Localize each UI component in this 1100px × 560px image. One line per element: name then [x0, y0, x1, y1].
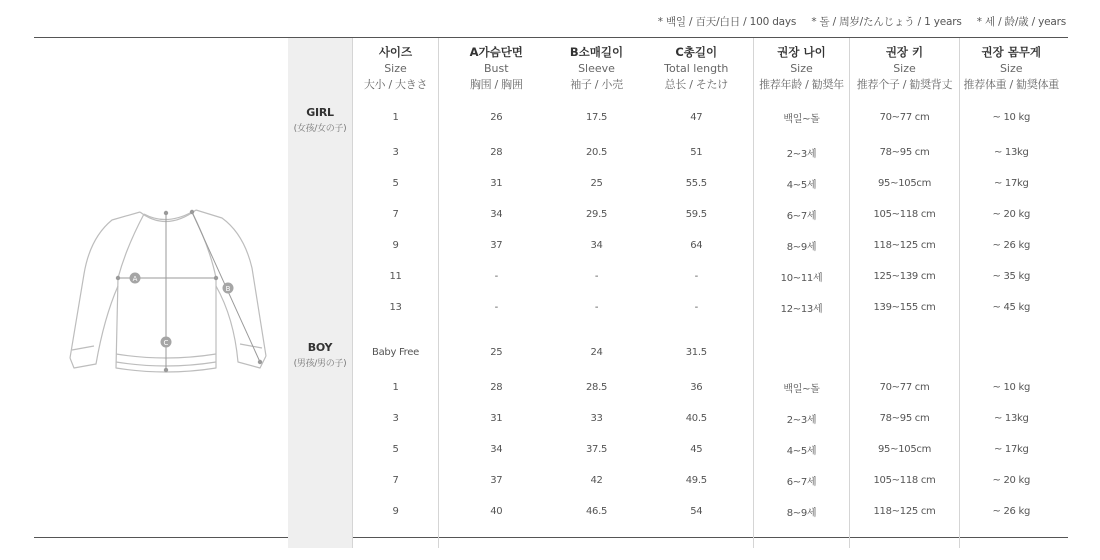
group-label: [288, 333, 353, 372]
table-cell: 95~105cm: [850, 434, 960, 465]
table-cell: 6~7세: [754, 465, 850, 496]
note-1-year: * 돌 / 周岁/たんじょう / 1 years: [811, 16, 962, 28]
header-age: 권장 나이 Size 推荐年龄 / 勧奨年: [754, 38, 850, 98]
group-cell: [288, 168, 353, 199]
table-cell: 105~118 cm: [850, 199, 960, 230]
table-cell: 2~3세: [754, 403, 850, 434]
table-cell: 118~125 cm: [850, 496, 960, 527]
table-cell: 1: [353, 98, 439, 137]
table-row: [288, 98, 1063, 137]
table-cell: 42: [590, 475, 603, 486]
table-cell: 29.5: [585, 209, 608, 220]
table-cell: ~ 20 kg: [960, 465, 1063, 496]
note-100-days: * 백일 / 百天/白日 / 100 days: [657, 16, 797, 28]
spacer-cell: [754, 323, 850, 333]
table-row: [288, 434, 1063, 465]
spacer-cell: [554, 527, 640, 548]
table-cell: 1: [353, 372, 439, 403]
group-cell: [288, 137, 353, 168]
table-cell: 11: [353, 261, 439, 292]
table-cell: ~ 17kg: [960, 434, 1063, 465]
table-cell: 8~9세: [754, 230, 850, 261]
table-cell: -: [594, 302, 599, 313]
table-cell: 2~3세: [754, 137, 850, 168]
group-cell: [288, 434, 353, 465]
table-cell: 46.5: [585, 506, 608, 517]
table-cell: 28: [439, 137, 554, 168]
table-cell: ~ 35 kg: [960, 261, 1063, 292]
table-cell: 36: [690, 382, 703, 393]
table-cell: 20.5: [585, 147, 608, 158]
table-cell: ~ 26 kg: [960, 496, 1063, 527]
table-cell: ~ 20 kg: [960, 199, 1063, 230]
table-row: [288, 372, 1063, 403]
group-cell: [288, 261, 353, 292]
table-row: [288, 465, 1063, 496]
table-cell: 백일~돌: [754, 372, 850, 403]
garment-diagram: [34, 38, 288, 537]
spacer-cell: [439, 323, 554, 333]
table-cell: 9: [353, 496, 439, 527]
group-cell: [288, 199, 353, 230]
table-cell: -: [439, 292, 554, 323]
table-cell: ~ 10 kg: [960, 372, 1063, 403]
table-row: [288, 496, 1063, 527]
table-row: [288, 292, 1063, 323]
table-cell: -: [594, 271, 599, 282]
table-cell: 125~139 cm: [850, 261, 960, 292]
spacer-cell: [554, 323, 640, 333]
table-row: [288, 230, 1063, 261]
group-cell: [288, 465, 353, 496]
table-cell: Baby Free: [353, 333, 439, 372]
table-cell: 40: [439, 496, 554, 527]
size-notes: [646, 14, 1066, 29]
spacer-cell: [960, 527, 1063, 548]
table-cell: ~ 13kg: [960, 403, 1063, 434]
group-cell: [288, 372, 353, 403]
table-cell: 31: [439, 403, 554, 434]
group-name: GIRL: [306, 106, 334, 119]
table-cell: 37.5: [585, 444, 608, 455]
header-weight: 권장 몸무게 Size 推荐体重 / 勧奨体重: [960, 38, 1063, 98]
table-cell: ~ 45 kg: [960, 292, 1063, 323]
table-cell: 49.5: [685, 475, 707, 486]
group-sub: (女孩/女の子): [293, 124, 347, 134]
table-cell: 10~11세: [754, 261, 850, 292]
table-cell: 3: [353, 403, 439, 434]
table-cell: -: [694, 271, 698, 282]
header-blank: [288, 38, 353, 98]
table-row: [288, 137, 1063, 168]
table-cell: 26: [439, 98, 554, 137]
header-sleeve: B소매길이 Sleeve 袖子 / 小売: [569, 45, 624, 91]
table-cell: ~ 17kg: [960, 168, 1063, 199]
table-cell: 25: [590, 178, 603, 189]
header-total-length: C총길이 Total length 总长 / そたけ: [664, 45, 729, 91]
spacer-cell: [850, 323, 960, 333]
table-cell: ~ 10 kg: [960, 98, 1063, 137]
group-name: BOY: [307, 341, 333, 354]
table-cell: -: [439, 261, 554, 292]
table-row: [288, 261, 1063, 292]
table-row: [288, 168, 1063, 199]
table-cell: 4~5세: [754, 434, 850, 465]
spacer-cell: [288, 527, 353, 548]
group-label: [288, 98, 353, 137]
table-cell: 70~77 cm: [850, 98, 960, 137]
table-cell: 31.5: [685, 347, 707, 358]
group-cell: [288, 496, 353, 527]
spacer-cell: [960, 323, 1063, 333]
table-cell: 55.5: [685, 178, 707, 189]
svg-text:C: C: [163, 339, 169, 347]
spacer-cell: [640, 527, 754, 548]
table-cell: 24: [590, 347, 603, 358]
table-cell: 34: [439, 434, 554, 465]
table-cell: -: [694, 302, 698, 313]
table-cell: 51: [690, 147, 703, 158]
table-cell: 64: [690, 240, 703, 251]
header-height: 권장 키 Size 推荐个子 / 勧奨背丈: [850, 38, 960, 98]
table-cell: 78~95 cm: [850, 137, 960, 168]
spacer-row: [288, 323, 1063, 333]
spacer-row: [288, 527, 1063, 548]
spacer-cell: [754, 527, 850, 548]
table-row: [288, 333, 1063, 372]
table-cell: 17.5: [585, 112, 608, 123]
table-cell: 8~9세: [754, 496, 850, 527]
table-cell: [754, 333, 850, 372]
table-cell: 105~118 cm: [850, 465, 960, 496]
table-cell: 47: [690, 112, 703, 123]
header-bust: A가슴단면 Bust 胸围 / 胸囲: [439, 38, 554, 98]
spacer-cell: [353, 527, 439, 548]
table-cell: 95~105cm: [850, 168, 960, 199]
table-cell: 118~125 cm: [850, 230, 960, 261]
group-cell: [288, 403, 353, 434]
table-cell: 37: [439, 230, 554, 261]
table-cell: 34: [590, 240, 603, 251]
table-cell: 70~77 cm: [850, 372, 960, 403]
table-cell: 28: [439, 372, 554, 403]
table-cell: 13: [353, 292, 439, 323]
label-c: [161, 337, 172, 348]
label-a: [130, 273, 141, 284]
size-chart-body: [288, 98, 1063, 548]
label-b: [223, 283, 234, 294]
table-cell: 59.5: [685, 209, 707, 220]
table-cell: 7: [353, 465, 439, 496]
table-cell: 54: [690, 506, 703, 517]
spacer-cell: [439, 527, 554, 548]
group-cell: [288, 292, 353, 323]
header-size: 사이즈 Size 大小 / 大きさ: [353, 38, 439, 98]
spacer-cell: [353, 323, 439, 333]
table-cell: 9: [353, 230, 439, 261]
table-cell: 31: [439, 168, 554, 199]
table-cell: 33: [590, 413, 603, 424]
table-cell: ~ 13kg: [960, 137, 1063, 168]
table-cell: 4~5세: [754, 168, 850, 199]
table-row: [288, 403, 1063, 434]
table-cell: 34: [439, 199, 554, 230]
table-cell: 백일~돌: [754, 98, 850, 137]
table-cell: [960, 333, 1063, 372]
table-cell: 3: [353, 137, 439, 168]
spacer-cell: [640, 323, 754, 333]
table-cell: 7: [353, 199, 439, 230]
table-cell: 40.5: [685, 413, 707, 424]
table-cell: 6~7세: [754, 199, 850, 230]
table-cell: 5: [353, 168, 439, 199]
table-cell: 28.5: [585, 382, 608, 393]
table-cell: 45: [690, 444, 703, 455]
table-cell: 37: [439, 465, 554, 496]
size-chart-table: [288, 38, 1063, 548]
table-cell: 5: [353, 434, 439, 465]
header-row: [288, 38, 1063, 98]
note-years: * 세 / 龄/歳 / years: [976, 16, 1066, 28]
spacer-cell: [288, 323, 353, 333]
table-cell: 25: [439, 333, 554, 372]
table-cell: [850, 333, 960, 372]
group-cell: [288, 230, 353, 261]
group-sub: (男孩/男の子): [293, 359, 347, 369]
table-cell: 12~13세: [754, 292, 850, 323]
table-cell: 139~155 cm: [850, 292, 960, 323]
table-row: [288, 199, 1063, 230]
sweater-illustration: [34, 38, 288, 537]
table-cell: ~ 26 kg: [960, 230, 1063, 261]
spacer-cell: [850, 527, 960, 548]
svg-text:B: B: [225, 285, 231, 293]
svg-text:A: A: [132, 275, 138, 283]
table-cell: 78~95 cm: [850, 403, 960, 434]
